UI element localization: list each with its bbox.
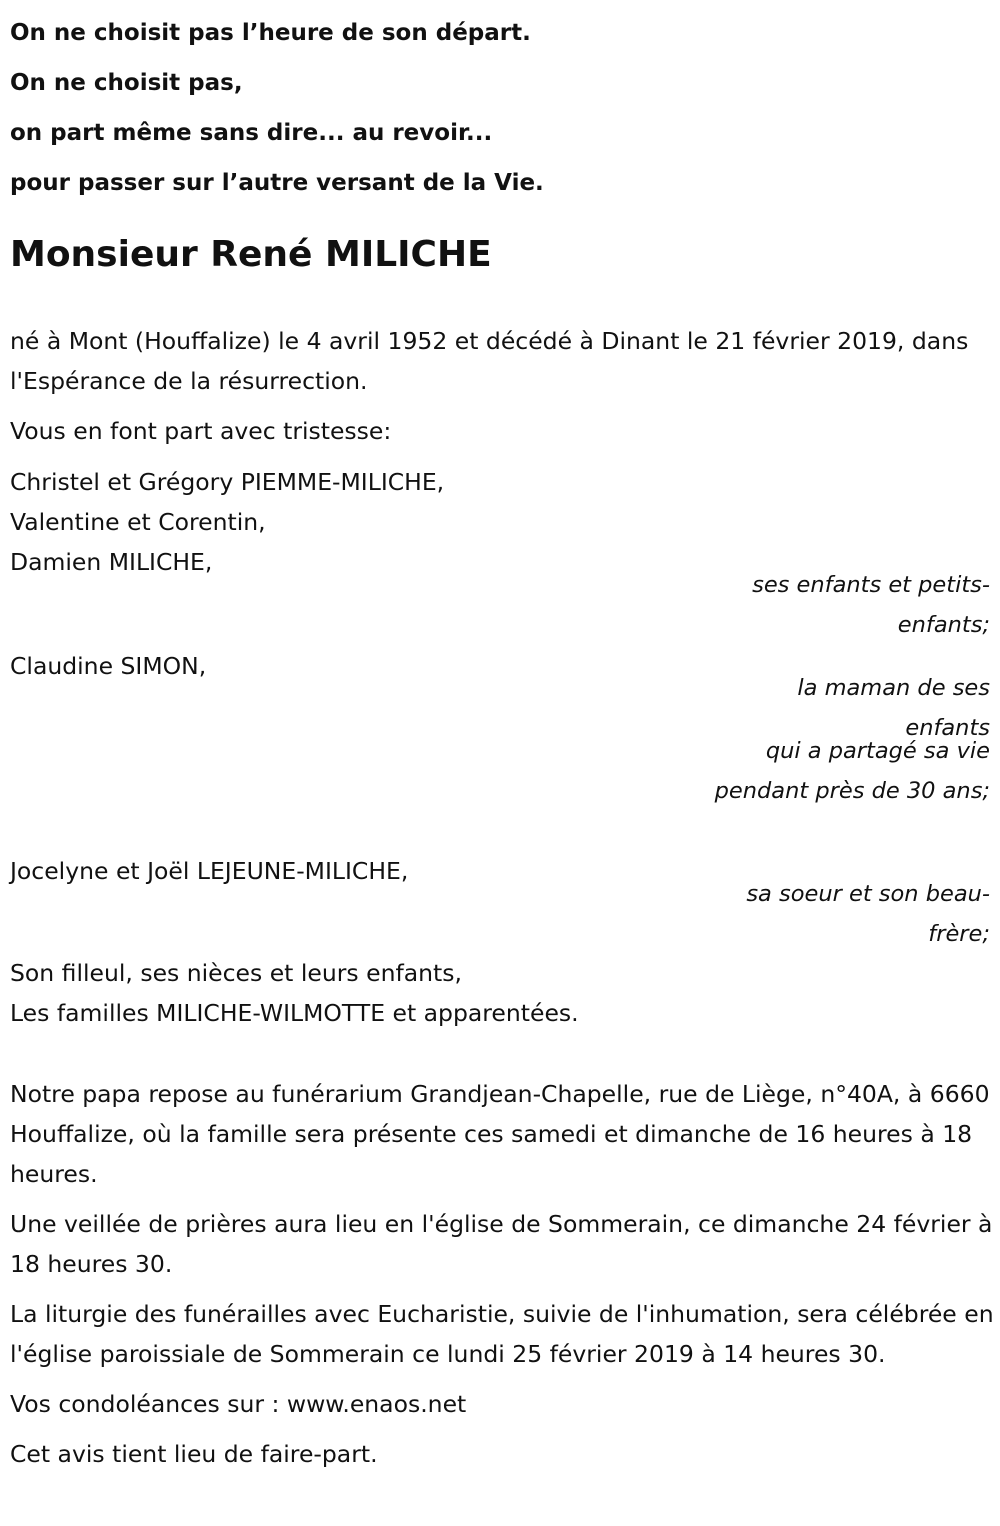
family-member-line: Les familles MILICHE-WILMOTTE et apparentées. [10,999,579,1027]
children-list [10,462,995,582]
vigil-paragraph: Une veillée de prières aura lieu en l'église de Sommerain, ce dimanche 24 février à 18 heures 30. [10,1210,993,1278]
sister-name: Jocelyne et Joël LEJEUNE-MILICHE, [10,857,409,885]
poem-line: on part même sans dire... au revoir... [10,120,493,146]
sister-relation: sa soeur et son beau-frère; [746,881,990,947]
poem-line: On ne choisit pas l’heure de son départ. [10,20,531,46]
funeral-details [10,1074,995,1474]
intro-block [10,321,995,451]
family-member-line: Damien MILICHE, [10,548,213,576]
family-member-line: Valentine et Corentin, [10,508,266,536]
poem-line: pour passer sur l’autre versant de la Vie. [10,170,544,196]
partner-relation-shared-life: qui a partagé sa vie pendant près de 30 ans; [714,738,990,804]
announcement-text: Vous en font part avec tristesse: [10,417,392,445]
birth-death-text: né à Mont (Houffalize) le 4 avril 1952 et décédé à Dinant le 21 février 2019, dans l'Espérance de la résurrection. [10,327,969,395]
family-member-line: Christel et Grégory PIEMME-MILICHE, [10,468,445,496]
poem-line: On ne choisit pas, [10,70,243,96]
family-member-line: Son filleul, ses nièces et leurs enfants, [10,959,462,987]
funeral-home-paragraph: Notre papa repose au funérarium Grandjean-Chapelle, rue de Liège, n°40A, à 6660 Houffalize, où la famille sera présente ces samedi et dimanche de 16 heures à 18 heures. [10,1080,990,1188]
poem-verse [10,8,990,208]
partner-relation-mother: la maman de ses enfants [797,675,990,741]
extended-family-list [10,953,995,1033]
partner-name: Claudine SIMON, [10,652,207,680]
children-relation: ses enfants et petits-enfants; [752,572,990,638]
liturgy-paragraph: La liturgie des funérailles avec Eucharistie, suivie de l'inhumation, sera célébrée en l'église paroissiale de Sommerain ce lundi 25 février 2019 à 14 heures 30. [10,1300,994,1368]
condolences-line: Vos condoléances sur : www.enaos.net [10,1390,467,1418]
notice-footer: Cet avis tient lieu de faire-part. [10,1440,378,1468]
deceased-name-title: Monsieur René MILICHE [10,234,492,275]
